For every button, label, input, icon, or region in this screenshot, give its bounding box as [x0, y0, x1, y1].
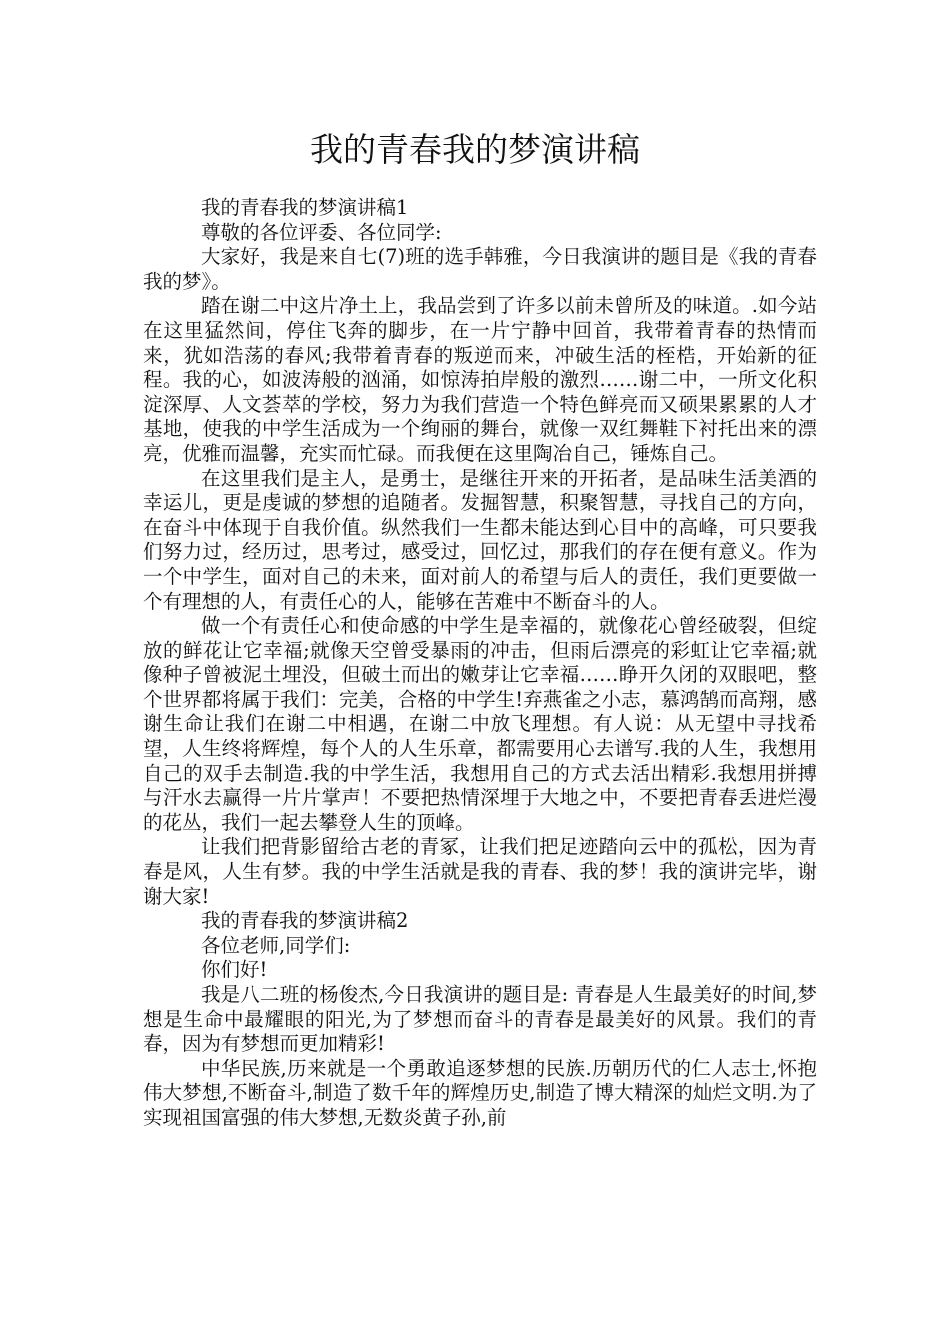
speech-1-paragraph-closing: 让我们把背影留给古老的青冢，让我们把足迹踏向云中的孤松，因为青春是风，人生有梦。我的中学生活就是我的青春、我的梦！我的演讲完毕，谢谢大家! [143, 835, 817, 908]
speech-1-paragraph-masters: 在这里我们是主人，是勇士，是继往开来的开拓者，是品味生活美酒的幸运儿，更是虔诚的梦想的追随者。发掘智慧，积聚智慧，寻找自己的方向，在奋斗中体现于自我价值。纵然我们一生都未能达到心目中的高峰，可只要我们努力过，经历过，思考过，感受过，回忆过，那我们的存在便有意义。作为一个中学生，面对自己的未来，面对前人的希望与后人的责任，我们更要做一个有理想的人，有责任心的人，能够在苦难中不断奋斗的人。 [143, 466, 817, 613]
document-body [143, 196, 817, 1131]
speech-1-paragraph-school: 踏在谢二中这片净土上，我品尝到了许多以前未曾所及的味道。.如今站在这里猛然间，停住飞奔的脚步，在一片宁静中回首，我带着青春的热情而来，犹如浩荡的春风;我带着青春的叛逆而来，冲破生活的桎梏，开始新的征程。我的心，如波涛般的汹涌，如惊涛拍岸般的激烈……谢二中，一所文化积淀深厚、人文荟萃的学校，努力为我们营造一个特色鲜亮而又硕果累累的人才基地，使我的中学生活成为一个绚丽的舞台，就像一双红舞鞋下衬托出来的漂亮，优雅而温馨，充实而忙碌。而我便在这里陶冶自己，锤炼自己。 [143, 294, 817, 465]
speech-1-salutation: 尊敬的各位评委、各位同学: [201, 220, 442, 244]
speech-2-paragraph-intro: 我是八二班的杨俊杰,今日我演讲的题目是: 青春是人生最美好的时间,梦想是生命中最耀眼的阳光,为了梦想而奋斗的青春是最美好的风景。我们的青春，因为有梦想而更加精彩! [143, 983, 817, 1056]
speech-1-paragraph-intro: 大家好，我是来自七(7)班的选手韩雅，今日我演讲的题目是《我的青春我的梦》。 [143, 245, 817, 293]
speech-2-heading: 我的青春我的梦演讲稿2 [201, 909, 409, 933]
speech-1-heading: 我的青春我的梦演讲稿1 [201, 196, 409, 219]
document-title: 我的青春我的梦演讲稿 [310, 130, 640, 169]
speech-2-greeting: 你们好! [201, 958, 268, 982]
speech-1-paragraph-responsibility: 做一个有责任心和使命感的中学生是幸福的，就像花心曾经破裂，但绽放的鲜花让它幸福;就像天空曾受暴雨的冲击，但雨后漂亮的彩虹让它幸福;就像种子曾被泥土埋没，但破土而出的嫩芽让它幸福……睁开久闭的双眼吧，整个世界都将属于我们：完美，合格的中学生!弃燕雀之小志，慕鸿鹄而高翔，感谢生命让我们在谢二中相遇，在谢二中放飞理想。有人说：从无望中寻找希望，人生终将辉煌，每个人的人生乐章，都需要用心去谱写.我的人生，我想用自己的双手去制造.我的中学生活，我想用自己的方式去活出精彩.我想用拼搏与汗水去赢得一片片掌声！不要把热情深埋于大地之中，不要把青春丢进烂漫的花丛，我们一起去攀登人生的顶峰。 [143, 614, 817, 834]
speech-2-salutation: 各位老师,同学们: [201, 933, 351, 957]
speech-2-paragraph-nation: 中华民族,历来就是一个勇敢追逐梦想的民族.历朝历代的仁人志士,怀抱伟大梦想,不断奋斗,制造了数千年的辉煌历史,制造了博大精深的灿烂文明.为了实现祖国富强的伟大梦想,无数炎黄子孙,前 [143, 1056, 817, 1129]
